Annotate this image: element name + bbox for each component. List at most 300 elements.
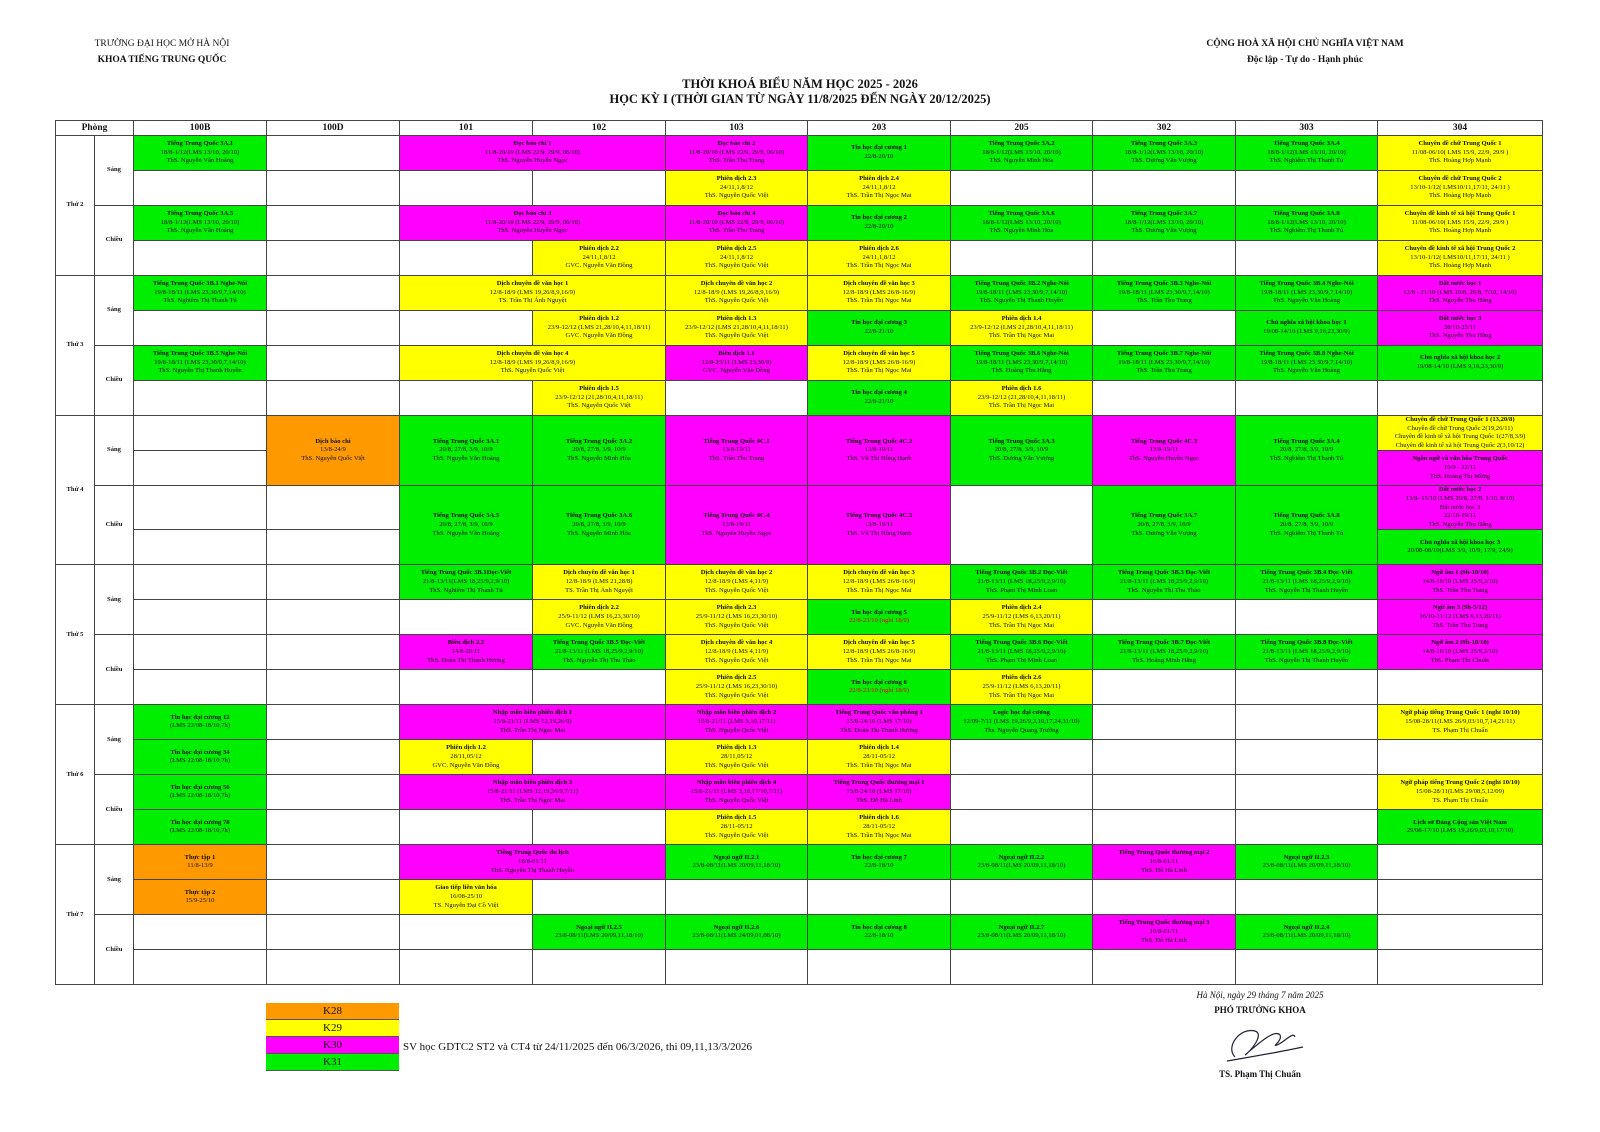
column-header-room-100b: 100B: [134, 121, 267, 136]
course-detail: Chuyên đề kinh tế xã hội Trung Quốc 2(3,10/12): [1395, 441, 1525, 449]
empty-cell: [267, 381, 400, 416]
empty-cell: [267, 775, 400, 810]
empty-cell: [951, 171, 1093, 206]
empty-cell: [134, 416, 267, 451]
empty-cell: [134, 241, 267, 276]
course-detail: (LMS 22/08-18/10,7h): [169, 757, 231, 765]
empty-cell: [1378, 880, 1543, 915]
country-name: CỘNG HOÀ XÃ HỘI CHỦ NGHĨA VIỆT NAM: [1206, 39, 1404, 49]
empty-cell: [134, 600, 267, 635]
day-label: Thứ 6: [56, 705, 95, 845]
class-cell: [400, 136, 666, 171]
course-detail: Chuyên đề chữ Trung Quốc 2(19,26/11): [1407, 424, 1513, 432]
course-detail: ThS. Nguyễn Thị Thanh Huyền: [1264, 656, 1349, 664]
national-header: [1205, 36, 1405, 68]
course-name: Tiếng Trung Quốc 3A.1: [432, 437, 500, 445]
course-detail: 11/8-13/9: [187, 862, 213, 870]
empty-cell: [134, 950, 267, 985]
course-detail: 18/8-1/12(LMS 13/10, 20/10): [1267, 148, 1346, 156]
course-detail: 13/8-19/11: [722, 446, 751, 454]
course-name: Tiếng Trung Quốc 3B.1 Nghe-Nói: [152, 280, 248, 288]
course-detail: 28/11,05/12: [450, 753, 482, 761]
course-detail: 23/9-12/12 (21,28/10,4,11,18/11): [977, 393, 1066, 401]
class-cell: [808, 740, 951, 775]
class-cell: [1093, 915, 1236, 950]
course-name: Tiếng Trung Quốc 3B.4 Nghe-Nói: [1259, 280, 1354, 288]
course-detail: ThS. Nguyễn Thu Hằng: [1428, 297, 1492, 305]
school-name: TRƯỜNG ĐẠI HỌC MỞ HÀ NỘI: [94, 39, 230, 49]
course-detail: 16/10-11/12 (LMS 6,13,20/11): [1419, 613, 1501, 621]
timetable-row: [56, 311, 1543, 346]
class-cell: [533, 635, 666, 670]
course-detail: 13/8-19/11: [722, 521, 751, 529]
course-detail: 22/8-20/10: [864, 223, 894, 230]
class-cell: [1236, 565, 1378, 600]
class-cell: [533, 381, 666, 416]
class-cell: [134, 740, 267, 775]
course-detail: TS. Phạm Thị Chuẩn: [1432, 726, 1488, 734]
timetable-row: [56, 810, 1543, 845]
course-detail: 25/9-11/12 (LMS 16,23,30/10): [558, 613, 640, 621]
course-detail: ThS. Đỗ Hà Linh: [856, 796, 902, 804]
course-name: Ngoại ngữ II.2.5: [576, 923, 622, 931]
national-motto: Độc lập - Tự do - Hạnh phúc: [1246, 55, 1364, 65]
course-name: Dịch chuyên đề văn học 4: [496, 350, 569, 358]
course-name: Tiếng Trung Quốc 3B.3 Đọc-Viết: [1117, 569, 1211, 577]
course-detail: 18/8-1/12(LMS 13/10, 20/10): [160, 218, 240, 226]
empty-cell: [400, 950, 533, 985]
empty-cell: [666, 950, 808, 985]
course-detail: 19/8-18/11 (LMS 23,30/9,7,14/10): [1260, 288, 1353, 296]
empty-cell: [267, 670, 400, 705]
pe-note: SV học GDTC2 ST2 và CT4 từ 24/11/2025 đến 06/3/2026, thi 09,11,13/3/2026: [403, 1041, 752, 1053]
course-name: Tin học đại cương 6: [851, 678, 907, 686]
course-name: Tiếng Trung Quốc 3A.5: [166, 210, 234, 218]
class-cell: [1093, 206, 1236, 241]
empty-cell: [1236, 600, 1378, 635]
course-detail: 11/8-20/10 (LMS 22/9, 29/9, 06/10): [689, 218, 784, 226]
course-name: Phiên dịch 2.2: [579, 604, 619, 612]
empty-cell: [134, 670, 267, 705]
course-name: Tiếng Trung Quốc 3A.1: [166, 140, 234, 148]
course-detail: TS. Phạm Thị Chuẩn: [1432, 796, 1488, 804]
empty-cell: [400, 810, 533, 845]
course-detail: ThS. Nghiêm Thị Thanh Tú: [1269, 529, 1344, 537]
column-header-room-304: 304: [1378, 121, 1543, 136]
course-detail: ThS. Nguyễn Thị Thanh Huyền: [158, 367, 242, 375]
class-cell: [666, 915, 808, 950]
course-detail: 19/8-18/11 (LMS 23,30/9,7,14/10): [154, 288, 246, 296]
empty-cell: [134, 171, 267, 206]
course-name: Tiếng Trung Quốc 3B.8 Đọc-Viết: [1260, 639, 1353, 647]
course-name: Tiếng Trung Quốc 3A.6: [988, 210, 1055, 218]
course-detail: ThS. Trần Thu Trang: [708, 157, 765, 165]
course-detail: ThS. Nghiêm Thị Thanh Tú: [1269, 454, 1344, 462]
course-name: Dịch chuyên đề văn học 5: [843, 350, 915, 358]
class-cell: [666, 845, 808, 880]
course-name: Tiếng Trung Quốc 4C.5: [845, 512, 913, 520]
timetable-row: [56, 845, 1543, 880]
class-cell: [951, 635, 1093, 670]
empty-cell: [267, 346, 400, 381]
course-detail: 16/8-01/11: [1149, 858, 1179, 866]
course-name: Tin học đại cương 56: [170, 783, 230, 791]
class-cell: [1093, 565, 1236, 600]
class-cell: [1236, 346, 1378, 381]
course-detail: 20/8, 27/8, 3/9, 10/9: [572, 446, 626, 454]
class-cell: [666, 276, 808, 311]
class-cell: [666, 775, 808, 810]
course-detail: ThS. Nguyễn Quốc Việt: [704, 262, 769, 270]
course-name: Ngoại ngữ II.2.6: [713, 923, 760, 931]
class-cell: [1236, 136, 1378, 171]
empty-cell: [134, 915, 267, 950]
empty-cell: [808, 950, 951, 985]
title-line-1: THỜI KHOÁ BIỂU NĂM HỌC 2025 - 2026: [682, 77, 918, 91]
empty-cell: [134, 381, 267, 416]
timetable-body: [56, 136, 1543, 985]
empty-cell: [1236, 950, 1378, 985]
course-detail: ThS. Nguyễn Quốc Việt: [704, 656, 769, 664]
session-label: Sáng: [95, 136, 134, 206]
course-detail: 15/9-25/10: [185, 897, 215, 905]
class-cell: [533, 565, 666, 600]
day-label: Thứ 5: [56, 565, 95, 705]
class-cell: [1236, 486, 1378, 565]
course-detail: 15/8-21/11 (LMS 12,19,26/9,7/11): [486, 788, 579, 796]
course-detail: GVC. Nguyễn Văn Đồng: [432, 761, 500, 769]
course-name: Dịch chuyên đề văn học 3: [843, 569, 915, 577]
legend-k28: K28: [266, 1003, 399, 1020]
course-detail: Chuyên đề kinh tế xã hội Trung Quốc 1(27/8,3/9): [1394, 433, 1526, 441]
class-cell: [134, 880, 267, 915]
course-name: Tin học đại cương 8: [851, 923, 907, 931]
class-cell: [808, 600, 951, 635]
course-name: Tiếng Trung Quốc văn phòng 1: [835, 709, 923, 717]
empty-cell: [951, 810, 1093, 845]
empty-cell: [808, 880, 951, 915]
timetable-row: [56, 950, 1543, 985]
class-cell: [1378, 241, 1543, 276]
class-cell: [1378, 171, 1543, 206]
empty-cell: [951, 950, 1093, 985]
course-name: Biên dịch 1.1: [718, 350, 755, 358]
course-detail: 22/10-19/11: [1444, 512, 1476, 520]
course-detail: ThS. Nguyễn Văn Hoàng: [166, 157, 234, 165]
timetable-row: [56, 775, 1543, 810]
course-name: Thực tập 1: [184, 853, 216, 861]
course-detail: 24/11,1,8/12: [862, 183, 896, 191]
course-detail: ThS. Hoàng Hợp Mạnh: [1428, 262, 1492, 270]
course-name: Tiếng Trung Quốc thương mại 1: [833, 779, 925, 787]
session-label: Sáng: [95, 845, 134, 915]
course-detail: ThS. Nghiêm Thị Thanh Tú: [163, 297, 237, 305]
class-cell: [951, 705, 1093, 740]
course-detail: ThS. Nguyễn Minh Hòa: [567, 529, 631, 537]
course-name: Tiếng Trung Quốc 3A.3: [988, 437, 1055, 445]
course-name: Ngữ pháp tiếng Trung Quốc 1 (nghỉ 10/10): [1400, 709, 1520, 717]
class-cell: [808, 810, 951, 845]
course-name: Phiên dịch 2.6: [1001, 674, 1042, 682]
empty-cell: [533, 880, 666, 915]
empty-cell: [267, 880, 400, 915]
class-cell: [808, 635, 951, 670]
course-detail: 16/8-01/11: [518, 858, 547, 866]
class-cell: [666, 416, 808, 486]
course-detail: 16/8-01/11: [1149, 928, 1179, 936]
class-cell: [1378, 346, 1543, 381]
class-cell: [951, 600, 1093, 635]
course-detail: ThS. Đỗ Hà Linh: [1141, 866, 1187, 874]
timetable-row: [56, 880, 1543, 915]
class-cell: [1093, 486, 1236, 565]
course-detail: 11/8-20/10 (LMS 22/9, 29/9, 06/10): [689, 148, 784, 156]
class-cell: [1378, 635, 1543, 670]
empty-cell: [1093, 241, 1236, 276]
course-detail: ThS. Hoàng Minh Hằng: [1132, 656, 1196, 664]
course-name: Phiên dịch 1.6: [859, 814, 899, 822]
course-detail: 29/08-17/10 (LMS 19,26/9,03,10,17/10): [1406, 827, 1514, 835]
course-detail: ThS. Trần Thị Ngọc Mai: [499, 796, 566, 804]
course-name: Phiên dịch 2.3: [716, 175, 757, 183]
course-detail: 21/8-13/11 (LMS 18,25/9,2,9/10): [554, 648, 644, 656]
course-name: Tin học đại cương 1: [851, 144, 907, 152]
course-detail: 15/8-21/11 (LMS 3,10,17/10,7/11): [690, 788, 783, 796]
timetable-row: [56, 381, 1543, 416]
class-cell: [1378, 775, 1543, 810]
course-name: Tiếng Trung Quốc 3B.8 Nghe-Nói: [1259, 350, 1354, 358]
empty-cell: [1236, 740, 1378, 775]
course-detail: 20/8, 27/8, 3/9, 10/9: [1279, 446, 1334, 454]
class-cell: [951, 670, 1093, 705]
empty-cell: [533, 810, 666, 845]
empty-cell: [666, 381, 808, 416]
class-cell: [1093, 635, 1236, 670]
class-cell: [1236, 311, 1378, 346]
course-name: Tiếng Trung Quốc thương mại 2: [1118, 849, 1210, 857]
course-detail: 13/8-24/9: [320, 446, 346, 454]
course-detail: ThS. Nguyễn Thị Thu Thảo: [562, 656, 636, 664]
empty-cell: [1093, 600, 1236, 635]
class-cell: [951, 206, 1093, 241]
course-name: Tin học đại cương 5: [851, 608, 907, 616]
class-cell: [400, 740, 533, 775]
timetable-row: [56, 136, 1543, 171]
course-detail: ThS. Nghiêm Thị Thanh Tú: [1269, 157, 1344, 165]
course-detail: ThS. Trần Thu Trang: [1136, 367, 1192, 375]
course-detail: 14/8-16/10 (LMS 25/9,2/10): [1422, 648, 1498, 656]
class-cell: [1093, 136, 1236, 171]
empty-cell: [400, 670, 533, 705]
class-cell: [666, 206, 808, 241]
session-label: Chiều: [95, 635, 134, 705]
empty-cell: [267, 136, 400, 171]
class-cell: [666, 346, 808, 381]
class-cell: [951, 381, 1093, 416]
signature-role: PHÓ TRƯỞNG KHOA: [1214, 1005, 1306, 1015]
course-detail: 20/8, 27/8, 3/9, 10/9: [1279, 521, 1334, 529]
course-name: Tiếng Trung Quốc 3B.7 Đọc-Viết: [1117, 639, 1211, 647]
course-detail: 21/8-13/11 (LMS 18,25/9,2,9/10): [1119, 578, 1209, 586]
course-name: Tiếng Trung Quốc 3B.2 Đọc-Viết: [975, 569, 1068, 577]
empty-cell: [1093, 381, 1236, 416]
course-detail: 23/9-12/12 (LMS 21,28/10,4,11,18/11): [970, 323, 1073, 331]
empty-cell: [267, 705, 400, 740]
timetable-row: [56, 171, 1543, 206]
course-detail: 19/08-14/10 (LMS 9,16,23,30/9): [1263, 328, 1350, 335]
course-name: Ngữ pháp tiếng Trung Quốc 2 (nghỉ 10/10): [1400, 779, 1520, 787]
column-header-room-203: 203: [808, 121, 951, 136]
course-detail: 12/8 - 21/10 (LMS 19/8, 26/8, 7/10, 14/10): [1403, 288, 1517, 296]
course-name: Tiếng Trung Quốc 3B.1Đọc-Viết: [420, 569, 512, 577]
course-name: Tiếng Trung Quốc 4C.4: [703, 512, 770, 520]
course-detail: 28/11,05/12: [720, 753, 753, 761]
class-cell: [808, 171, 951, 206]
course-name: Phiên dịch 1.2: [579, 315, 619, 323]
class-cell: [808, 670, 951, 705]
class-cell: [1378, 206, 1543, 241]
course-detail: 23/8-08/11(LMS 20/09,11,18/10): [692, 862, 781, 870]
course-detail: 21/8-13/11 (LMS 18,25/9,2,9/10): [1262, 648, 1351, 656]
course-detail: 13/10-1/12( LMS10/11,17/11, 24/11 ): [1410, 253, 1510, 261]
class-cell: [951, 346, 1093, 381]
course-detail: 24/11,1,8/12: [719, 253, 754, 261]
day-label: Thứ 2: [56, 136, 95, 276]
course-detail: 12/8-18/9 (LMS 4,11/9): [704, 648, 769, 656]
course-name: Đọc báo chí 1: [513, 140, 552, 148]
course-name: Phiên dịch 1.4: [1001, 315, 1042, 323]
course-detail: 23/8-08/11(LMS 20/09,11,18/10): [977, 932, 1066, 940]
course-detail: ThS. Dương Văn Vượng: [1131, 157, 1197, 165]
empty-cell: [1236, 705, 1378, 740]
empty-cell: [267, 276, 400, 311]
course-name: Tiếng Trung Quốc 4C.2: [845, 437, 913, 445]
course-detail: ThS. Hoàng Thu Hằng: [991, 367, 1052, 375]
class-cell: [666, 565, 808, 600]
course-detail: 19/8-18/11 (LMS 23,30/9,7,14/10): [975, 288, 1068, 296]
course-detail: 12/8-18/9 (LMS 21,28/8): [565, 578, 633, 586]
class-cell: [808, 845, 951, 880]
course-detail: 13/8-19/11: [1149, 446, 1179, 454]
course-name: Ngoại ngữ II.2.4: [1283, 923, 1330, 931]
course-detail: ThS. Nguyễn Quốc Việt: [301, 454, 365, 462]
course-name: Tiếng Trung Quốc 3A.6: [565, 512, 633, 520]
class-cell: [666, 670, 808, 705]
course-name: Phiên dịch 1.2: [446, 744, 486, 752]
course-detail: ThS. Nguyễn Quốc Việt: [704, 297, 769, 305]
course-detail: ThS. Trần Thu Trang: [1432, 621, 1488, 629]
class-cell: [666, 241, 808, 276]
legend-k29: K29: [266, 1020, 399, 1037]
course-detail: TS. Trần Thị Ánh Nguyệt: [498, 297, 567, 305]
empty-cell: [951, 775, 1093, 810]
course-detail: 11/08-06/10( LMS 15/9, 22/9, 29/9 ): [1411, 218, 1509, 226]
empty-cell: [533, 171, 666, 206]
course-name: Ngoại ngữ II.2.7: [998, 923, 1045, 931]
class-cell: [134, 276, 267, 311]
course-detail: 20/8, 27/8, 3/9, 10/9: [572, 521, 626, 529]
empty-cell: [400, 311, 533, 346]
course-name: Đọc báo chí 4: [717, 210, 756, 218]
timetable-row: [56, 915, 1543, 950]
course-name: Dịch chuyên đề văn học 2: [700, 280, 773, 288]
course-detail: 12/8-18/9 (LMS 26/8-16/9): [842, 578, 916, 586]
course-detail: ThS. Dương Văn Vượng: [1131, 227, 1197, 235]
class-cell: [808, 486, 951, 565]
course-name: Tin học đại cương 7: [851, 853, 907, 861]
course-name: Tiếng Trung Quốc du lịch: [496, 849, 569, 857]
course-detail: 21/8-13/11 (LMS 18,25/9,2,9/10): [977, 648, 1066, 656]
course-detail: ThS. Vũ Thị Hồng Hạnh: [846, 529, 912, 537]
course-name: Tiếng Trung Quốc 3B.6 Đọc-Viết: [975, 639, 1068, 647]
course-detail: ThS. Nguyễn Quốc Việt: [567, 402, 631, 410]
course-name: Phiên dịch 2.6: [859, 245, 899, 253]
course-detail: ThS. Trần Thu Trang: [1136, 297, 1192, 305]
course-detail: ThS. Nguyễn Huyền Ngọc: [701, 529, 772, 537]
course-name: Phiên dịch 2.4: [859, 175, 899, 183]
day-label: Thứ 7: [56, 845, 95, 985]
class-cell: [1378, 416, 1543, 451]
course-name: Dịch chuyên đề văn học 4: [700, 639, 773, 647]
course-detail: ThS. Trần Thị Ngọc Mai: [846, 656, 912, 664]
class-cell: [666, 705, 808, 740]
class-cell: [1236, 845, 1378, 880]
course-detail: 20/8, 27/8, 3/9, 10/9: [1137, 521, 1191, 529]
course-detail: ThS. Nguyễn Thị Thanh Huyền: [979, 297, 1064, 305]
timetable-row: [56, 670, 1543, 705]
course-name: Ngữ âm 2 (9h-10/10): [1431, 639, 1489, 647]
course-detail: GVC. Nguyễn Văn Đồng: [565, 621, 633, 629]
course-detail: ThS. Dương Văn Vượng: [988, 454, 1055, 462]
course-detail: 15/08-28/11(LMS 29/08,5,12/09): [1415, 788, 1505, 796]
column-header-room-205: 205: [951, 121, 1093, 136]
class-cell: [134, 136, 267, 171]
course-detail: 13/8-19/11: [864, 521, 894, 529]
class-cell: [951, 136, 1093, 171]
class-cell: [400, 416, 533, 486]
course-name: Phiên dịch 1.3: [716, 744, 757, 752]
course-detail: ThS. Nguyễn Quốc Việt: [704, 761, 769, 769]
course-detail: 12/8-18/9 (LMS 26/8-16/9): [842, 358, 916, 366]
course-name: Tiếng Trung Quốc 3B.2 Nghe-Nói: [974, 280, 1069, 288]
class-cell: [533, 915, 666, 950]
timetable-row: [56, 635, 1543, 670]
course-detail: ThS. Nguyễn Văn Hoàng: [1273, 367, 1340, 375]
course-detail: 23/9-12/12 (LMS 21,28/10,4,11,18/11): [547, 323, 651, 331]
column-header-room-102: 102: [533, 121, 666, 136]
course-detail: ThS. Nguyễn Quốc Việt: [704, 796, 769, 804]
course-detail: ThS. Nguyễn Quốc Việt: [704, 691, 769, 699]
course-detail: 15/8-21/11 (LMS 3,10,17/11): [697, 718, 776, 726]
column-header-room-label: Phòng: [56, 121, 134, 136]
class-cell: [951, 416, 1093, 486]
course-detail: 11/8-20/10 (LMS 22/9, 29/9, 06/10): [485, 218, 580, 226]
class-cell: [1378, 565, 1543, 600]
class-cell: [1236, 915, 1378, 950]
empty-cell: [1236, 810, 1378, 845]
course-detail: 12/8-18/9 (LMS 4,11/9): [704, 578, 769, 586]
course-detail: ThS. Nguyễn Quốc Việt: [704, 726, 769, 734]
course-detail: 22/8-18/10: [864, 862, 894, 870]
column-header-room-302: 302: [1093, 121, 1236, 136]
course-name: Chủ nghĩa xã hội khoa học 2: [1419, 354, 1501, 362]
course-detail: ThS. Nghiêm Thị Thanh Tú: [429, 586, 503, 594]
empty-cell: [400, 915, 533, 950]
course-name: Dịch chuyên đề văn học 3: [843, 280, 915, 288]
course-detail: GVC. Nguyễn Văn Đồng: [565, 332, 633, 340]
class-cell: [400, 880, 533, 915]
course-detail: 28/11-05/12: [863, 823, 895, 831]
